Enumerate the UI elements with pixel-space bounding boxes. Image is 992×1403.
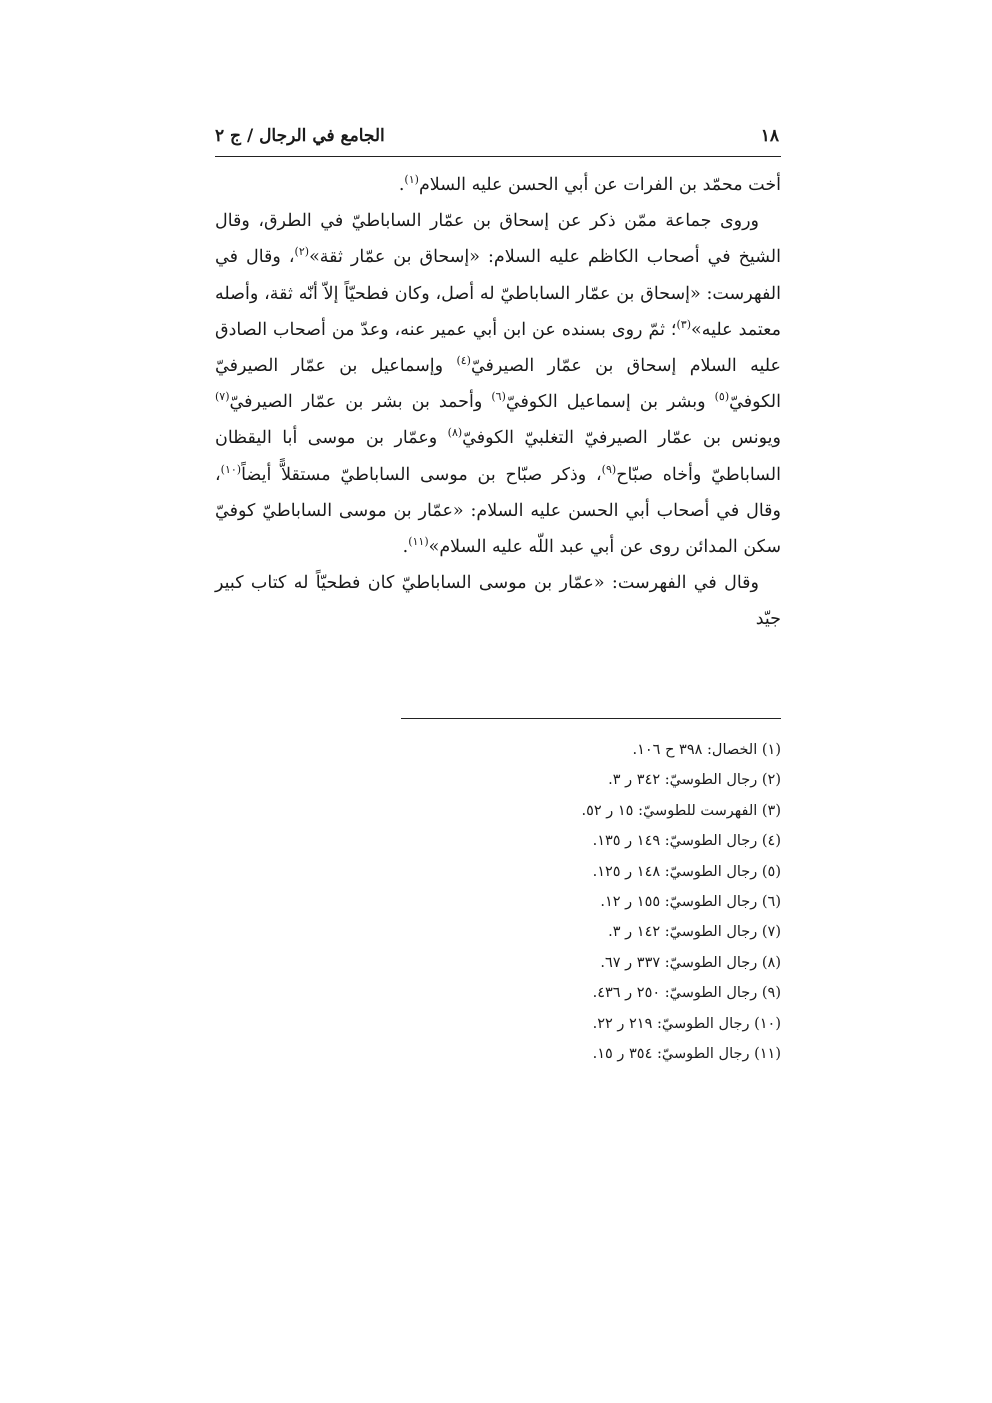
footnote-marker: (٥) [714,390,730,404]
text-run: أخت محمّد بن الفرات عن أبي الحسن عليه السلام [418,175,781,195]
footnote-item: (٢) رجال الطوسيّ: ٣٤٢ ر ٣. [608,772,781,789]
footnote-item: (٥) رجال الطوسيّ: ١٤٨ ر ١٢٥. [592,863,781,880]
paragraph [215,167,781,203]
text-run: ، وقال في الفهرست: «إسحاق بن عمّار الساباطيّ له أصل، وكان فطحيّاً إلاّ أنّه ثقة، وأصله معتمد عليه» [215,247,781,340]
paragraph [215,203,781,565]
footnote-item: (٣) الفهرست للطوسيّ: ١٥ ر ٥٢. [581,802,781,819]
footnote-item: (٦) رجال الطوسيّ: ١٥٥ ر ١٢. [600,894,781,911]
text-run: وإسماعيل بن عمّار الصيرفيّ الكوفيّ [215,356,781,413]
footnote-marker: (١٠) [220,462,242,476]
footnote-marker: (٨) [447,426,463,440]
text-run: وأحمد بن بشر بن عمّار الصيرفيّ [229,392,492,413]
text-run: وبشر بن إسماعيل الكوفيّ [505,392,715,413]
footnote-marker: (٤) [456,354,471,368]
footnote-marker: (١١) [408,535,429,549]
footnote-item: (٧) رجال الطوسيّ: ١٤٢ ر ٣. [608,924,781,941]
text-run: ويونس بن عمّار الصيرفيّ التغلبيّ الكوفيّ [462,428,781,449]
text-run: ، وذكر صبّاح بن موسى الساباطيّ مستقلاًّ أيضاً [241,464,602,485]
page-header [215,118,781,157]
footnote-item: (٤) رجال الطوسيّ: ١٤٩ ر ١٣٥. [592,833,781,850]
text-run: . [402,537,409,558]
footnote-marker: (٧) [215,390,230,404]
footnote-marker: (١) [404,173,419,187]
footnote-item: (٩) رجال الطوسيّ: ٢٥٠ ر ٤٣٦. [592,985,781,1002]
book-page [215,118,781,1118]
text-run: وروى جماعة ممّن ذكر عن إسحاق بن عمّار الساباطيّ في الطرق، وقال الشيخ في أصحاب الكاظم عليه السلام: «إسحاق بن عمّار ثقة» [215,211,781,268]
text-run: ؛ ثمّ روى بسنده عن ابن أبي عمير عنه، وعدّ من أصحاب الصادق عليه السلام إسحاق بن عمّار الصيرفيّ [215,319,781,377]
footnote-marker: (٦) [491,390,506,404]
main-text [215,167,781,638]
footnote-item: (١) الخصال: ٣٩٨ ح ١٠٦. [632,742,781,758]
text-run: وعمّار بن موسى أبا اليقظان الساباطيّ وأخاه صبّاح [215,428,781,485]
footnote-marker: (٣) [676,317,692,331]
running-title: الجامع في الرجال / ج ٢ [215,126,385,146]
footnote-item: (١١) رجال الطوسيّ: ٣٥٤ ر ١٥. [592,1046,781,1063]
page-number: ١٨ [760,126,779,146]
paragraph [215,565,781,637]
footnote-marker: (٩) [601,462,617,476]
footnotes-list [215,735,781,1069]
text-run: ، وقال في أصحاب أبي الحسن عليه السلام: «عمّار بن موسى الساباطيّ كوفيّ سكن المدائن روى عن أبي عبد اللّه عليه السلام» [215,464,781,558]
footnote-divider [401,718,781,719]
footnote-marker: (٢) [294,245,310,259]
footnote-item: (٨) رجال الطوسيّ: ٣٣٧ ر ٦٧. [600,954,781,971]
text-run: وقال في الفهرست: «عمّار بن موسى الساباطيّ كان فطحيّاً له كتاب كبير جيّد [215,573,781,630]
footnote-item: (١٠) رجال الطوسيّ: ٢١٩ ر ٢٢. [592,1015,781,1032]
text-run: . [398,175,405,195]
